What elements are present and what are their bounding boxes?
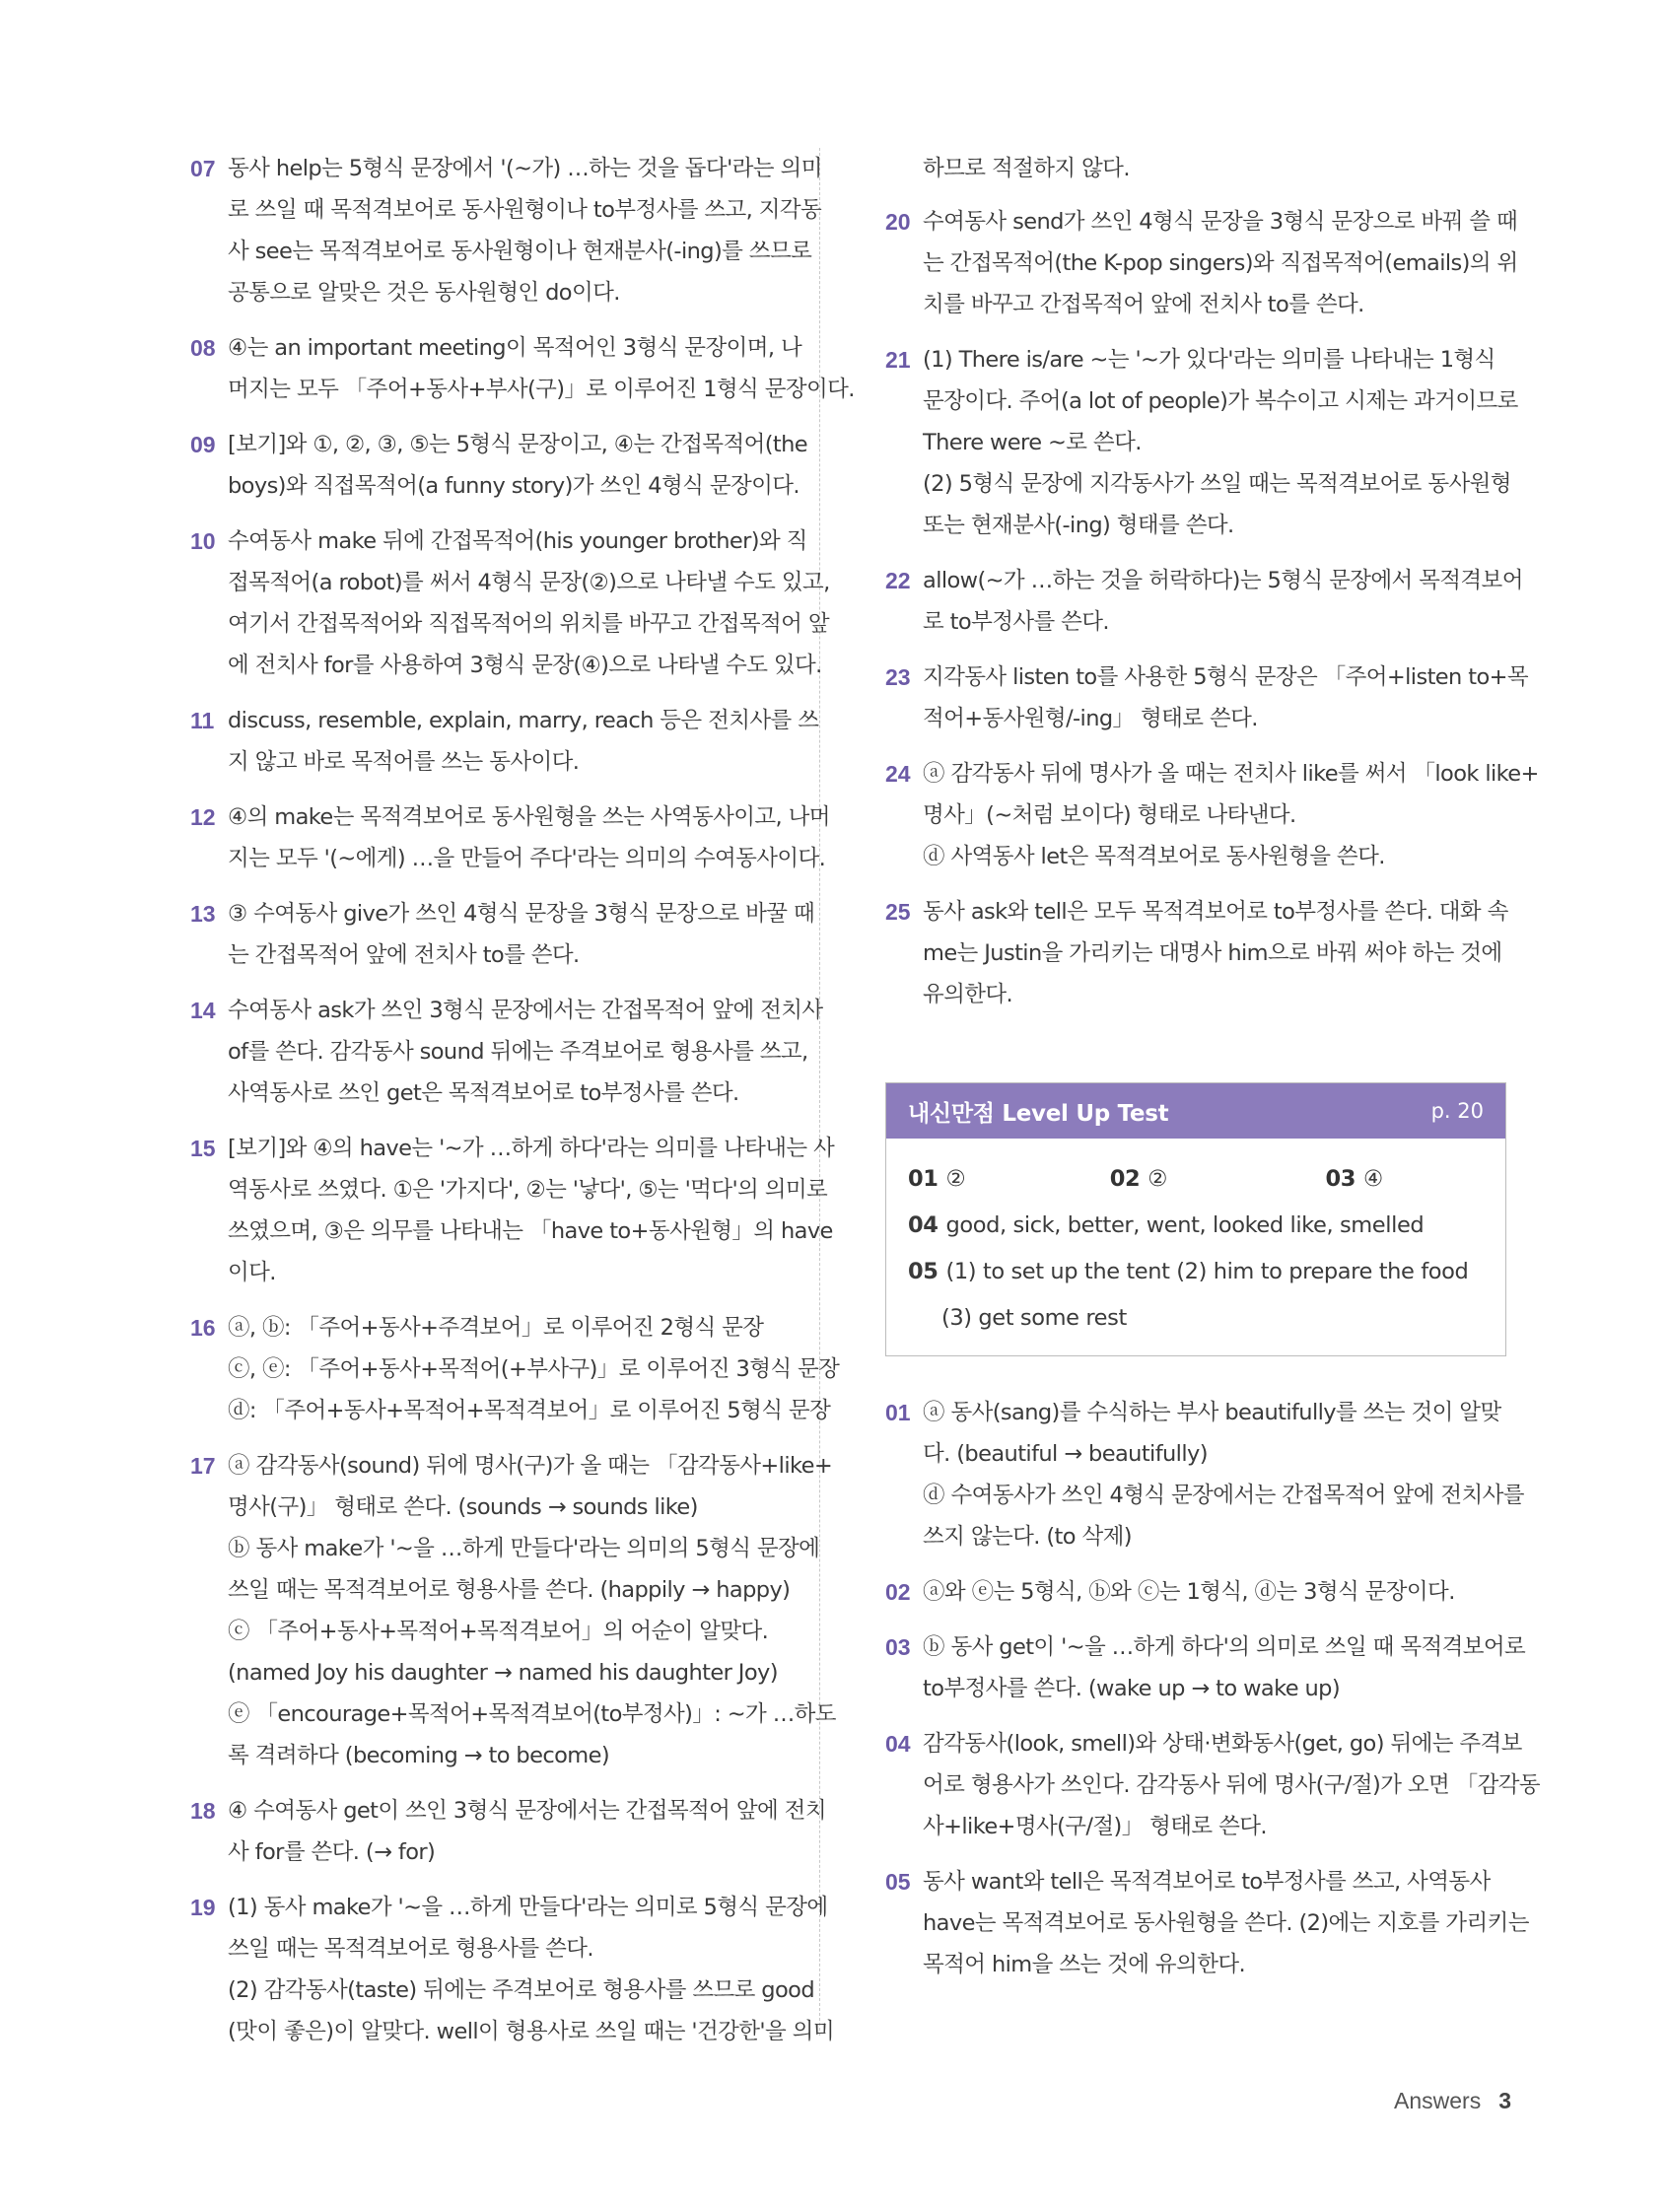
item-line: 머지는 모두 「주어+동사+부사(구)」로 이루어진 1형식 문장이다. — [228, 377, 855, 402]
item-line: 록 격려하다 (becoming → to become) — [228, 1743, 610, 1768]
item-number: 19 — [190, 1895, 216, 1920]
item-line: ⓐ 감각동사(sound) 뒤에 명사(구)가 올 때는 「감각동사+like+ — [228, 1453, 833, 1479]
item-number: 09 — [190, 432, 216, 457]
item-line: (1) 동사 make가 '~을 …하게 만들다'라는 의미로 5형식 문장에 — [228, 1895, 828, 1920]
item-line: 쓰일 때는 목적격보어로 형용사를 쓴다. — [228, 1936, 593, 1962]
item-line: discuss, resemble, explain, marry, reach 등은 전치사를 쓰 — [228, 708, 819, 733]
item-line: boys)와 직접목적어(a funny story)가 쓰인 4형식 문장이다. — [228, 473, 800, 499]
item-line: (2) 감각동사(taste) 뒤에는 주격보어로 형용사를 쓰므로 good — [228, 1977, 814, 2003]
answer-item — [190, 700, 819, 783]
item-line: 동사 help는 5형식 문장에서 '(~가) …하는 것을 돕다'라는 의미 — [228, 156, 822, 181]
item-line: [보기]와 ①, ②, ③, ⑤는 5형식 문장이고, ④는 간접목적어(the — [228, 432, 808, 457]
test-box-header — [886, 1083, 1505, 1139]
item-line: 접목적어(a robot)를 써서 4형식 문장(②)으로 나타낼 수도 있고, — [228, 570, 830, 595]
item-body — [228, 327, 855, 410]
item-line: ⓓ: 「주어+동사+목적어+목적격보어」로 이루어진 5형식 문장 — [228, 1398, 831, 1423]
item-line: 수여동사 send가 쓰인 4형식 문장을 3형식 문장으로 바꿔 쓸 때 — [923, 209, 1518, 235]
item-body — [923, 1723, 1540, 1847]
answer-03: 03 ④ — [1325, 1166, 1383, 1192]
item-line: (1) There is/are ~는 '~가 있다'라는 의미를 나타내는 1형식 — [923, 347, 1495, 373]
item-line: [보기]와 ④의 have는 '~가 …하게 하다'라는 의미를 나타내는 사 — [228, 1136, 835, 1161]
answer-02: 02 ② — [1109, 1166, 1168, 1192]
item-body — [923, 560, 1523, 643]
answer-item — [190, 520, 830, 686]
item-line: 지각동사 listen to를 사용한 5형식 문장은 「주어+listen to+목 — [923, 664, 1529, 690]
item-number: 16 — [190, 1315, 216, 1341]
item-body — [228, 990, 823, 1114]
item-number: 17 — [190, 1453, 216, 1479]
item-line: (named Joy his daughter → named his daughter Joy) — [228, 1660, 778, 1686]
answer-item — [885, 560, 1523, 643]
answer-row-2: 04 good, sick, better, went, looked like, smelled — [908, 1212, 1425, 1238]
item-line: ④의 make는 목적격보어로 동사원형을 쓰는 사역동사이고, 나머 — [228, 804, 830, 830]
item-number: 08 — [190, 335, 216, 361]
item-line: 역동사로 쓰였다. ①은 '가지다', ②는 '낳다', ⑤는 '먹다'의 의미로 — [228, 1177, 828, 1203]
left-column — [190, 148, 855, 2044]
item-line: ⓓ 수여동사가 쓰인 4형식 문장에서는 간접목적어 앞에 전치사를 — [923, 1483, 1524, 1508]
answer-item — [190, 990, 823, 1114]
item-line: 지 않고 바로 목적어를 쓰는 동사이다. — [228, 749, 580, 775]
answer-item — [190, 1790, 826, 1873]
item-line: ⓒ 「주어+동사+목적어+목적격보어」의 어순이 알맞다. — [228, 1619, 769, 1644]
item-line: 사+like+명사(구/절)」 형태로 쓴다. — [923, 1814, 1267, 1839]
item-body — [228, 700, 818, 783]
right-column — [885, 148, 1541, 1999]
level-up-test-box — [885, 1082, 1506, 1356]
item-number: 02 — [885, 1579, 911, 1605]
answer-item — [190, 1307, 840, 1431]
answer-item — [885, 657, 1529, 739]
answer-item — [885, 1861, 1529, 1985]
item-body — [923, 891, 1508, 1015]
item-line: 는 간접목적어(the K-pop singers)와 직접목적어(emails)의 위 — [923, 250, 1518, 276]
continuation-line: 하므로 적절하지 않다. — [923, 156, 1130, 181]
item-line: 사 for를 쓴다. (→ for) — [228, 1839, 436, 1865]
item-line: 문장이다. 주어(a lot of people)가 복수이고 시제는 과거이므로 — [923, 388, 1518, 414]
answer-row-1 — [908, 1156, 1484, 1203]
item-line: 이다. — [228, 1260, 276, 1285]
footer-label: Answers — [1394, 2088, 1482, 2113]
page-footer — [1394, 2088, 1511, 2114]
item-line: 적어+동사원형/-ing」 형태로 쓴다. — [923, 706, 1258, 731]
answer-item — [190, 893, 815, 976]
page-number: 3 — [1498, 2088, 1511, 2113]
item-line: 치를 바꾸고 간접목적어 앞에 전치사 to를 쓴다. — [923, 292, 1364, 317]
item-line: ⓓ 사역동사 let은 목적격보어로 동사원형을 쓴다. — [923, 844, 1385, 869]
answer-item — [885, 1392, 1524, 1557]
test-box-page: p. 20 — [1430, 1099, 1484, 1123]
item-line: 목적어 him을 쓰는 것에 유의한다. — [923, 1952, 1246, 1977]
item-number: 12 — [190, 804, 216, 830]
item-body — [923, 1626, 1525, 1709]
item-body — [923, 657, 1528, 739]
item-line: ⓔ 「encourage+목적어+목적격보어(to부정사)」: ~가 …하도 — [228, 1701, 836, 1727]
item-line: ④ 수여동사 get이 쓰인 3형식 문장에서는 간접목적어 앞에 전치 — [228, 1798, 826, 1824]
test-box-title: 내신만점 Level Up Test — [908, 1100, 1169, 1127]
item-number: 07 — [190, 156, 216, 181]
item-number: 10 — [190, 528, 216, 554]
item-body — [228, 1307, 839, 1431]
answer-row-3: 05 (1) to set up the tent (2) him to prepare the food — [908, 1259, 1469, 1284]
item-body — [228, 1128, 834, 1293]
item-body — [923, 339, 1518, 546]
item-line: ③ 수여동사 give가 쓰인 4형식 문장을 3형식 문장으로 바꿀 때 — [228, 901, 815, 927]
item-line: 쓰였으며, ③은 의무를 나타내는 「have to+동사원형」의 have — [228, 1218, 833, 1244]
item-line: 수여동사 ask가 쓰인 3형식 문장에서는 간접목적어 앞에 전치사 — [228, 998, 823, 1023]
item-line: 명사(구)」 형태로 쓴다. (sounds → sounds like) — [228, 1494, 698, 1520]
item-number: 23 — [885, 664, 911, 690]
answer-item — [885, 1626, 1526, 1709]
item-line: 사 see는 목적격보어로 동사원형이나 현재분사(-ing)를 쓰므로 — [228, 239, 812, 264]
item-body — [228, 148, 822, 313]
item-number: 22 — [885, 568, 911, 593]
answer-item — [885, 339, 1518, 546]
item-number: 20 — [885, 209, 911, 235]
item-body — [923, 753, 1539, 877]
item-line: 에 전치사 for를 사용하여 3형식 문장(④)으로 나타낼 수도 있다. — [228, 653, 822, 678]
item-line: ⓐ와 ⓔ는 5형식, ⓑ와 ⓒ는 1형식, ⓓ는 3형식 문장이다. — [923, 1579, 1455, 1605]
item-body — [228, 1887, 834, 2052]
item-number: 24 — [885, 761, 911, 787]
item-line: 로 쓰일 때 목적격보어로 동사원형이나 to부정사를 쓰고, 지각동 — [228, 197, 822, 223]
item-body — [923, 201, 1518, 325]
item-body — [228, 520, 830, 686]
item-number: 05 — [885, 1869, 911, 1895]
item-line: 수여동사 make 뒤에 간접목적어(his younger brother)와 직 — [228, 528, 807, 554]
item-line: ⓒ, ⓔ: 「주어+동사+목적어(+부사구)」로 이루어진 3형식 문장 — [228, 1356, 840, 1382]
item-line: 로 to부정사를 쓴다. — [923, 609, 1109, 635]
item-number: 14 — [190, 998, 216, 1023]
item-body — [923, 1571, 1506, 1613]
item-number: 18 — [190, 1798, 216, 1824]
item-line: 동사 ask와 tell은 모두 목적격보어로 to부정사를 쓴다. 대화 속 — [923, 899, 1508, 925]
answer-item — [885, 1723, 1541, 1847]
answer-item — [885, 201, 1518, 325]
item-body — [228, 1790, 826, 1873]
item-line: 감각동사(look, smell)와 상태·변화동사(get, go) 뒤에는 주격보 — [923, 1731, 1522, 1757]
item-line: to부정사를 쓴다. (wake up → to wake up) — [923, 1676, 1341, 1701]
item-line: ④는 an important meeting이 목적어인 3형식 문장이며, 나 — [228, 335, 802, 361]
answer-item — [190, 424, 811, 507]
item-line: There were ~로 쓴다. — [923, 430, 1142, 455]
item-line: 는 간접목적어 앞에 전치사 to를 쓴다. — [228, 942, 580, 968]
item-number: 04 — [885, 1731, 911, 1757]
answer-item — [190, 796, 830, 879]
item-body — [228, 424, 811, 507]
item-line: ⓑ 동사 get이 '~을 …하게 하다'의 의미로 쓰일 때 목적격보어로 — [923, 1634, 1526, 1660]
answer-item — [885, 891, 1506, 1015]
item-line: ⓐ, ⓑ: 「주어+동사+주격보어」로 이루어진 2형식 문장 — [228, 1315, 764, 1341]
item-number: 11 — [190, 708, 215, 733]
item-body — [923, 1861, 1529, 1985]
item-line: ⓑ 동사 make가 '~을 …하게 만들다'라는 의미의 5형식 문장에 — [228, 1536, 820, 1561]
answer-01: 01 ② — [908, 1166, 966, 1192]
item-line: 동사 want와 tell은 목적격보어로 to부정사를 쓰고, 사역동사 — [923, 1869, 1491, 1895]
answer-item — [885, 1571, 1506, 1613]
answer-item — [885, 753, 1539, 877]
answer-item — [190, 1887, 834, 2052]
item-line: 어로 형용사가 쓰인다. 감각동사 뒤에 명사(구/절)가 오면 「감각동 — [923, 1772, 1541, 1798]
test-box-answers — [886, 1139, 1505, 1355]
item-line: allow(~가 …하는 것을 허락하다)는 5형식 문장에서 목적격보어 — [923, 568, 1523, 593]
item-line: 다. (beautiful → beautifully) — [923, 1441, 1208, 1467]
item-line: 또는 현재분사(-ing) 형태를 쓴다. — [923, 513, 1234, 538]
answer-item — [190, 327, 855, 410]
item-number: 03 — [885, 1634, 911, 1660]
item-number: 13 — [190, 901, 216, 927]
item-line: (맛이 좋은)이 알맞다. well이 형용사로 쓰일 때는 '건강한'을 의미 — [228, 2019, 834, 2044]
item-line: 쓰지 않는다. (to 삭제) — [923, 1524, 1132, 1550]
item-line: 유의한다. — [923, 982, 1013, 1007]
item-number: 15 — [190, 1136, 216, 1161]
answer-item — [190, 1445, 836, 1776]
item-number: 21 — [885, 347, 911, 373]
item-line: of를 쓴다. 감각동사 sound 뒤에는 주격보어로 형용사를 쓰고, — [228, 1039, 808, 1065]
item-body — [228, 1445, 836, 1776]
answer-row-4: (3) get some rest — [941, 1305, 1127, 1331]
item-body — [228, 893, 814, 976]
item-number: 01 — [885, 1400, 911, 1425]
item-line: 여기서 간접목적어와 직접목적어의 위치를 바꾸고 간접목적어 앞 — [228, 611, 829, 637]
item-line: 지는 모두 '(~에게) …을 만들어 주다'라는 의미의 수여동사이다. — [228, 846, 826, 871]
item-line: me는 Justin을 가리키는 대명사 him으로 바꿔 써야 하는 것에 — [923, 940, 1502, 966]
item-number: 25 — [885, 899, 911, 925]
answer-item — [190, 1128, 835, 1293]
item-line: 쓰일 때는 목적격보어로 형용사를 쓴다. (happily → happy) — [228, 1577, 791, 1603]
item-line: 명사」(~처럼 보이다) 형태로 나타낸다. — [923, 802, 1296, 828]
item-line: 사역동사로 쓰인 get은 목적격보어로 to부정사를 쓴다. — [228, 1080, 739, 1106]
item-body — [228, 796, 830, 879]
item-body — [923, 1392, 1524, 1557]
item-line: have는 목적격보어로 동사원형을 쓴다. (2)에는 지호를 가리키는 — [923, 1910, 1529, 1936]
answer-item — [190, 148, 822, 313]
item-line: 공통으로 알맞은 것은 동사원형인 do이다. — [228, 280, 620, 306]
item-line: (2) 5형식 문장에 지각동사가 쓰일 때는 목적격보어로 동사원형 — [923, 471, 1511, 497]
item-line: ⓐ 감각동사 뒤에 명사가 올 때는 전치사 like를 써서 「look like+ — [923, 761, 1539, 787]
item-line: ⓐ 동사(sang)를 수식하는 부사 beautifully를 쓰는 것이 알맞 — [923, 1400, 1501, 1425]
